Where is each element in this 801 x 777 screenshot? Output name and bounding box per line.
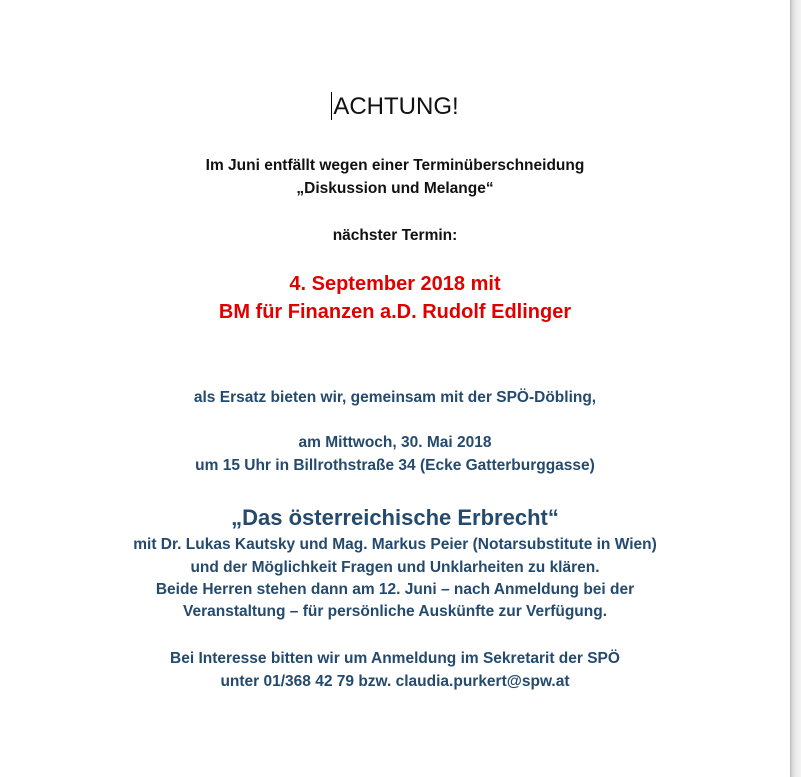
speakers-line: mit Dr. Lukas Kautsky und Mag. Markus Peier (Notarsubstitute in Wien) [133, 536, 657, 553]
event-time-place-line: um 15 Uhr in Billrothstraße 34 (Ecke Gatterburggasse) [195, 457, 595, 474]
notice-line-1: Im Juni entfällt wegen einer Terminüberschneidung [205, 157, 585, 174]
page-edge-shadow [790, 0, 801, 777]
next-date-label: nächster Termin: [332, 227, 458, 244]
questions-line: und der Möglichkeit Fragen und Unklarheiten zu klären. [190, 559, 600, 576]
event-date-line: am Mittwoch, 30. Mai 2018 [298, 434, 492, 451]
registration-line-2: unter 01/368 42 79 bzw. claudia.purkert@spw.at [220, 673, 570, 690]
heading: ACHTUNG! [333, 93, 459, 120]
registration-line-1: Bei Interesse bitten wir um Anmeldung im Sekretarit der SPÖ [170, 650, 620, 667]
followup-line-1: Beide Herren stehen dann am 12. Juni – nach Anmeldung bei der [155, 581, 635, 598]
replacement-line: als Ersatz bieten wir, gemeinsam mit der SPÖ-Döbling, [193, 389, 597, 406]
followup-line-2: Veranstaltung – für persönliche Auskünfte zur Verfügung. [182, 603, 608, 620]
next-date-line: 4. September 2018 mit [289, 273, 501, 295]
heading-line [0, 92, 790, 121]
notice-line-2: „Diskussion und Melange“ [296, 180, 494, 197]
event-title: „Das österreichische Erbrecht“ [231, 505, 559, 530]
next-guest-line: BM für Finanzen a.D. Rudolf Edlinger [218, 301, 572, 323]
